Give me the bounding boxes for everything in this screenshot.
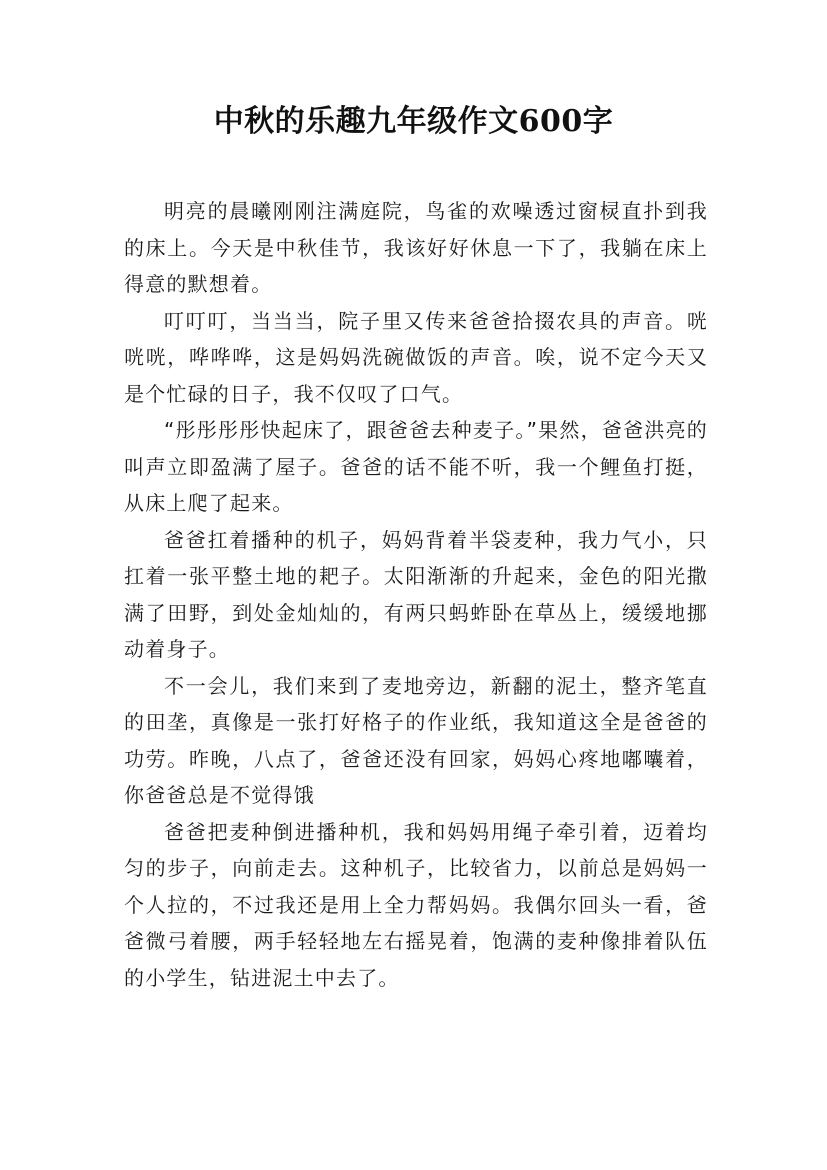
paragraph-6: 爸爸把麦种倒进播种机，我和妈妈用绳子牵引着，迈着均匀的步子，向前走去。这种机子，比较省力，以前总是妈妈一个人拉的，不过我还是用上全力帮妈妈。我偶尔回头一看，爸爸微弓着腰，两手轻轻地左右摇晃着，饱满的麦种像排着队伍的小学生，钻进泥土中去了。: [124, 819, 708, 990]
paragraph-5: 不一会儿，我们来到了麦地旁边，新翻的泥土，整齐笔直的田垄，真像是一张打好格子的作业纸，我知道这全是爸爸的功劳。昨晚，八点了，爸爸还没有回家，妈妈心疼地嘟囔着，你爸爸总是不觉得饿: [124, 673, 708, 807]
paragraph-4: 爸爸扛着播种的机子，妈妈背着半袋麦种，我力气小，只扛着一张平整土地的耙子。太阳渐渐的升起来，金色的阳光撒满了田野，到处金灿灿的，有两只蚂蚱卧在草丛上，缓缓地挪动着身子。: [124, 527, 708, 661]
document-title: 中秋的乐趣九年级作文600字: [213, 104, 614, 139]
paragraph-3: “彤彤彤彤快起床了，跟爸爸去种麦子。”果然，爸爸洪亮的叫声立即盈满了屋子。爸爸的话不能不听，我一个鲤鱼打挺，从床上爬了起来。: [124, 418, 708, 515]
paragraph-2: 叮叮叮，当当当，院子里又传来爸爸拾掇农具的声音。咣咣咣，哗哗哗，这是妈妈洗碗做饭的声音。唉，说不定今天又是个忙碌的日子，我不仅叹了口气。: [124, 308, 708, 406]
paragraph-1: 明亮的晨曦刚刚注满庭院，鸟雀的欢噪透过窗棂直扑到我的床上。今天是中秋佳节，我该好好休息一下了，我躺在床上得意的默想着。: [124, 199, 708, 296]
document-body: [124, 193, 708, 996]
